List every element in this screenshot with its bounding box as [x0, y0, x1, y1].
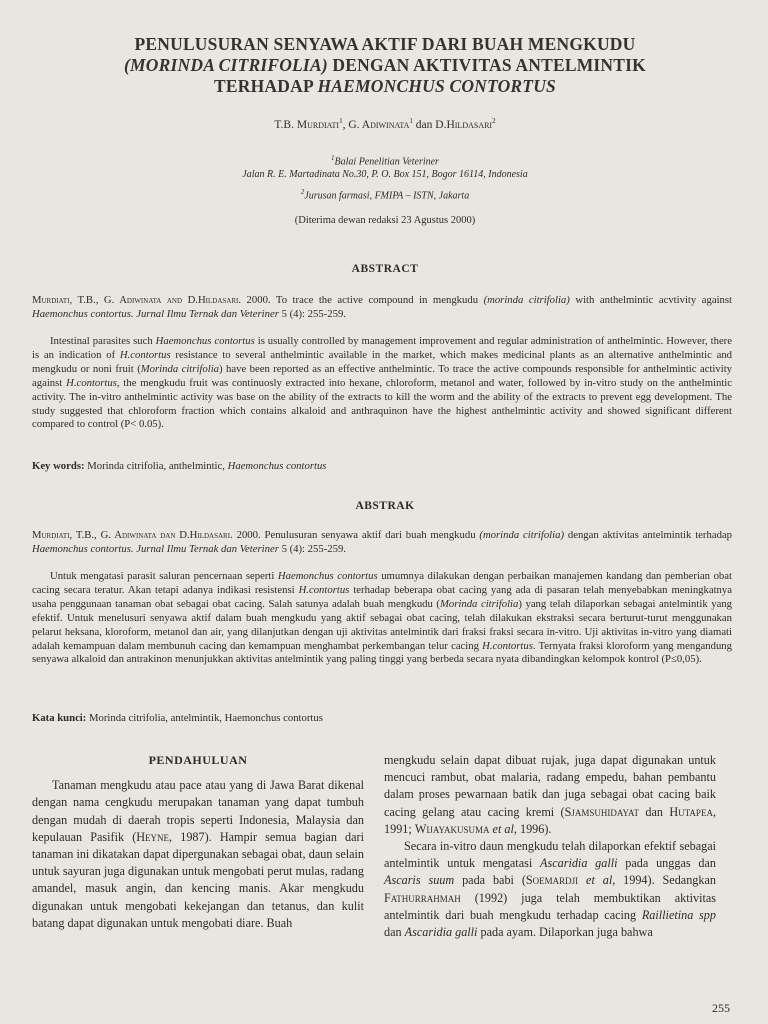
title-species-2: HAEMONCHUS CONTORTUS	[317, 76, 556, 96]
page-number: 255	[712, 1001, 730, 1015]
title-line-1: PENULUSURAN SENYAWA AKTIF DARI BUAH MENGKUDU	[134, 34, 636, 54]
column-left	[32, 752, 364, 932]
affiliation-1: $^1$Balai Penelitian Veteriner Jalan R. E. Martadinata No.30, P. O. Box 151, Bogor 16114, Indonesia	[242, 154, 528, 181]
intro-paragraph-1: Tanaman mengkudu atau pace atau yang di Jawa Barat dikenal dengan nama cengkudu merupakan tanaman yang dapat tumbuh dengan mudah di daerah tropis seperti Indonesia, Malaysia dan kepulauan Pasifik (Heyne, 1987). Hampir semua bagian dari tanaman ini dikatakan dapat dipergunakan sebagai obat, daun selain untuk sayuran juga digunakan untuk mengobati perut mulas, radang amandel, masuk angin, dan kencing manis. Akar mengkudu digunakan untuk mengobati kekejangan dan tetanus, dan kulit batang dapat digunakan untuk mengobati diare. Buah	[32, 778, 364, 930]
article-title	[60, 34, 710, 97]
abstract-citation: Murdiati, T.B., G. Adiwinata and D.Hildasari. 2000. To trace the active compound in mengkudu (morinda citrifolia) with anthelmintic acvtivity against Haemonchus contortus. Jurnal Ilmu Ternak dan Veteriner 5 (4): 255-259.	[32, 294, 733, 320]
received-date: (Diterima dewan redaksi 23 Agustus 2000)	[294, 215, 476, 226]
intro-paragraph-2: Secara in-vitro daun mengkudu telah dilaporkan efektif sebagai antelmintik untuk mengatasi Ascaridia galli pada unggas dan Ascaris suum pada babi (Soemardji et al, 1994). Sedangkan Fathurrahmah (1992) juga telah membuktikan aktivitas antelmintik dari buah mengkudu terhadap cacing Raillietina spp dan Ascaridia galli pada ayam. Dilaporkan juga bahwa	[384, 839, 716, 940]
affiliation-2: $^2$Jurusan farmasi, FMIPA – ISTN, Jakarta	[300, 188, 470, 202]
abstract-heading: ABSTRACT	[351, 263, 419, 275]
abstrak-heading: ABSTRAK	[355, 500, 415, 512]
title-line-2: (MORINDA CITRIFOLIA) DENGAN AKTIVITAS ANTELMINTIK	[124, 55, 646, 75]
abstrak-citation: Murdiati, T.B., G. Adiwinata dan D.Hildasari. 2000. Penulusuran senyawa aktif dari buah mengkudu (morinda citrifolia) dengan aktivitas antelmintik terhadap Haemonchus contortus. Jurnal Ilmu Ternak dan Veteriner 5 (4): 255-259.	[32, 529, 733, 555]
title-line-3: TERHADAP HAEMONCHUS CONTORTUS	[214, 76, 556, 96]
pendahuluan-heading: PENDAHULUAN	[148, 753, 248, 767]
column-right	[384, 752, 716, 941]
abstract-body: Intestinal parasites such Haemonchus contortus is usually controlled by management improvement and regular administration of anthelmintic. However, there is an indication of H.contortus resistance to several anthelmintic available in the market, which makes medicinal plants as an alternative anthelmintic and mengkudu or noni fruit (Morinda citrifolia) have been reported as an effective anthelmintic. To trace the active compounds responsible for anthelmintic activity against H.contortus, the mengkudu fruit was continuosly extracted into hexane, chloroform, metanol and water, followed by in-vitro study on the anthelmintic activity. The in-vitro anthelmintic activity was base on the ability of the extracts to kill the worm and the ability of the extracts to prevent egg development. The study suggested that chloroform fraction which contains alkaloid and anthraquinon have the highest anthelmintic activity and showed significant different compared to control (P< 0.05).	[32, 335, 733, 431]
author-list: T.B. Murdiati$^1$, G. Adiwinata$^1$ dan D.Hildasari$^2$	[274, 117, 496, 131]
intro-paragraph-1-cont: mengkudu selain dapat dibuat rujak, juga dapat digunakan untuk mencuci rambut, obat malaria, radang empedu, bahan pembantu dalam proses pewarnaan batik dan juga sebagai obat cacing baik cacing gelang atau cacing kremi (Sjamsuhidayat dan Hutapea, 1991; Wijayakusuma et al, 1996).	[384, 753, 716, 836]
abstrak-body: Untuk mengatasi parasit saluran pencernaan seperti Haemonchus contortus umumnya dilakukan dengan perbaikan manajemen kandang dan pemberian obat cacing secara teratur. Akan tetapi adanya indikasi resistensi H.contortus terhadap beberapa obat cacing yang ada di pasaran telah menyebabkan meningkatnya usaha penggunaan tanaman obat sebagai obat cacing. Salah satunya adalah buah mengkudu (Morinda citrifolia) yang telah dilaporkan sebagai antelmintik yang efektif. Untuk menelusuri senyawa aktif dalam buah mengkudu yang aktif sebagai obat cacing, telah dilakukan ekstraksi secara berturut-turut menggunakan pelarut heksana, kloroform, metanol dan air, yang dilanjutkan dengan uji aktivitas antelmintik dari fraksi fraksi secara in-vitro. Uji aktivitas in-vitro yang diamati adalah kemampuan dalam membunuh cacing dan kemampuan menghambat perkembangan telur cacing H.contortus. Ternyata fraksi kloroform yang mengandung senyawa alkaloid dan antrakinon menunjukkan aktivitas antelmintik yang paling tinggi yang berbeda secara nyata dibandingkan kelompok kontrol (P≤0,05).	[32, 570, 733, 666]
title-species: (MORINDA CITRIFOLIA)	[124, 55, 328, 75]
kata-kunci: Kata kunci: Morinda citrifolia, antelmintik, Haemonchus contortus	[32, 712, 323, 724]
keywords: Key words: Morinda citrifolia, anthelmintic, Haemonchus contortus	[32, 460, 327, 472]
